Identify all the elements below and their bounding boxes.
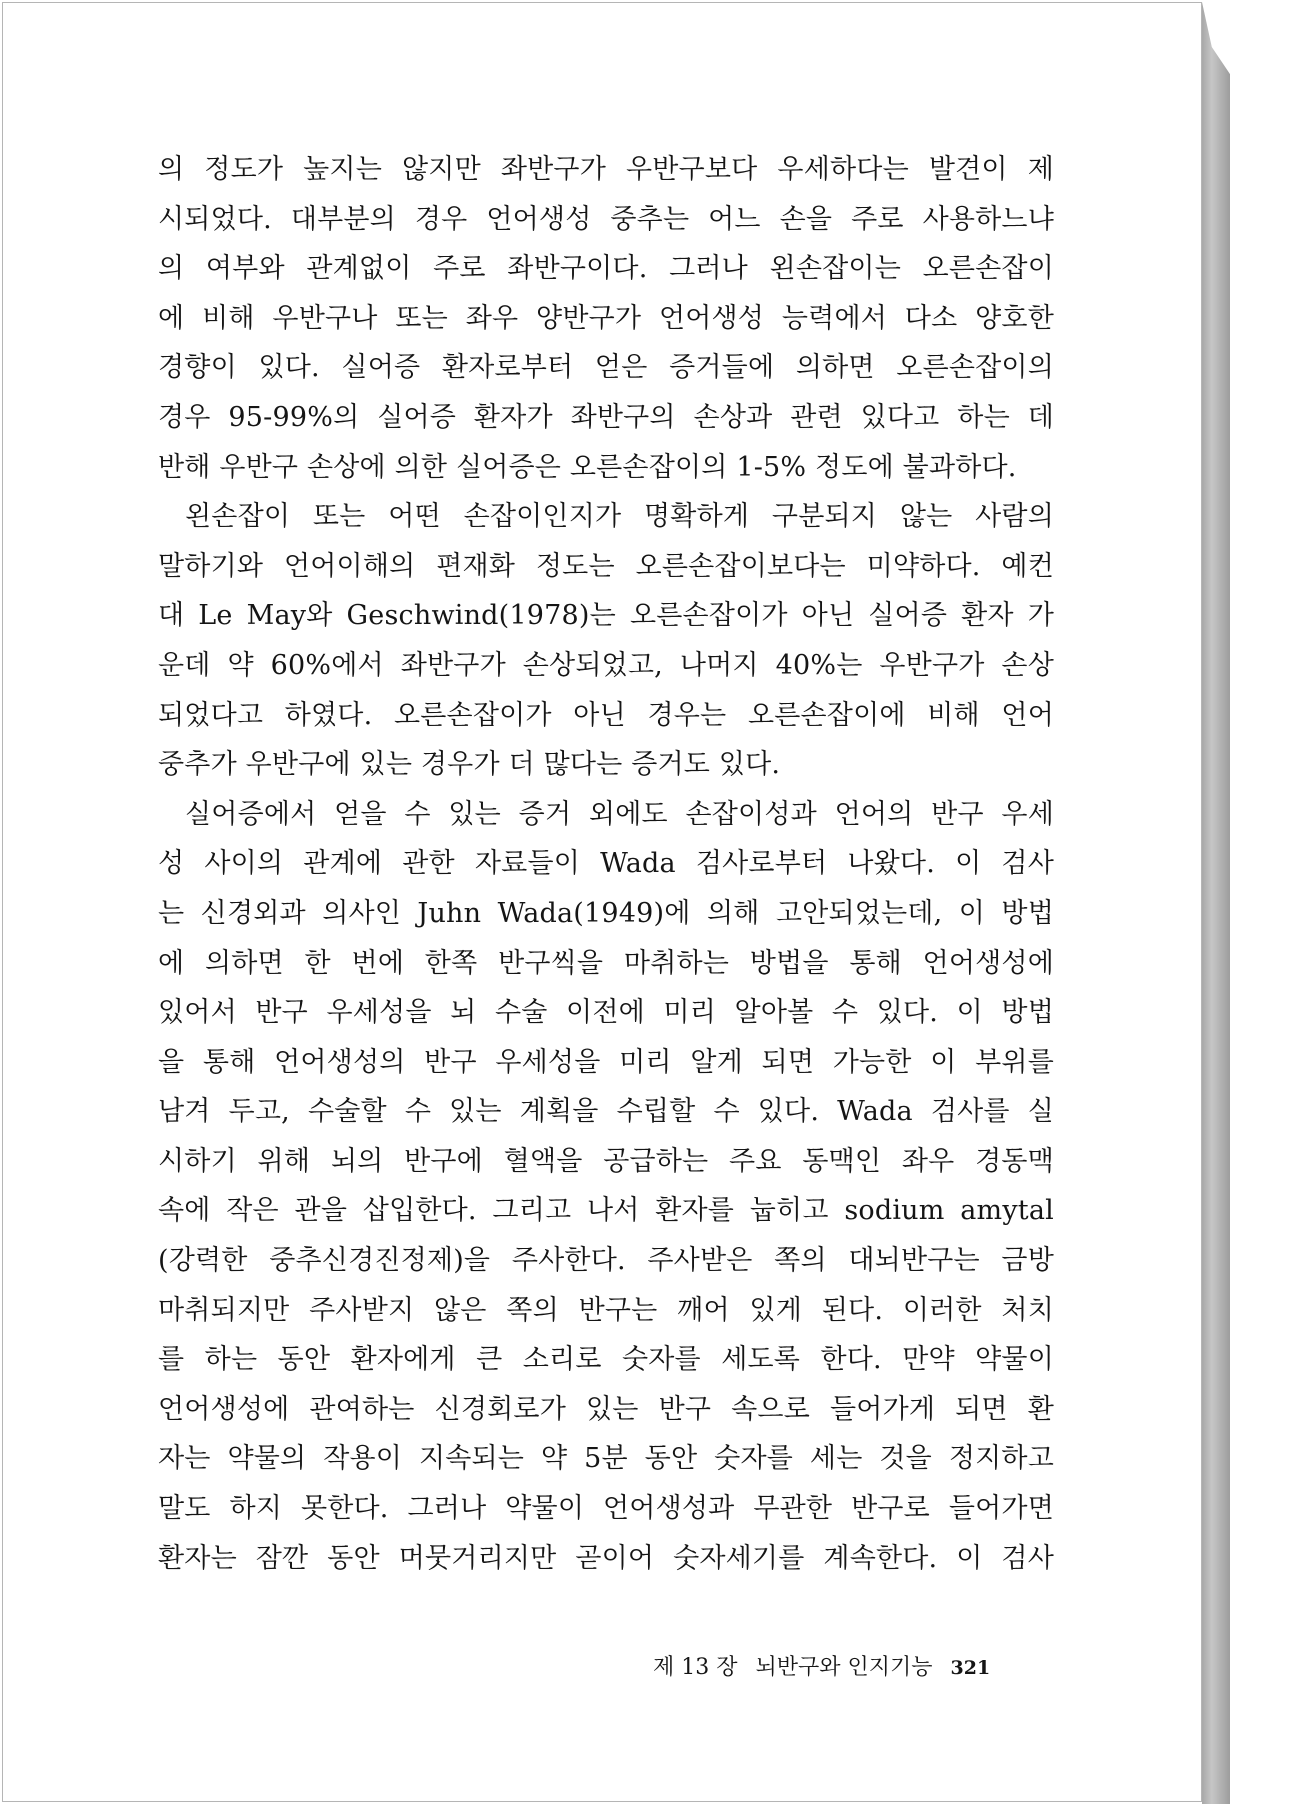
text-line: 시되었다. 대부분의 경우 언어생성 중추는 어느 손을 주로 사용하느냐 [158, 203, 1054, 235]
text-line: 운데 약 60%에서 좌반구가 손상되었고, 나머지 40%는 우반구가 손상 [158, 649, 1054, 681]
text-line: 자는 약물의 작용이 지속되는 약 5분 동안 숫자를 세는 것을 정지하고 [158, 1443, 1054, 1475]
text-line: 남겨 두고, 수술할 수 있는 계획을 수립할 수 있다. Wada 검사를 실 [158, 1096, 1054, 1128]
page-footer [653, 1648, 1053, 1688]
text-line: 말도 하지 못한다. 그러나 약물이 언어생성과 무관한 반구로 들어가면 [158, 1493, 1054, 1525]
text-line: 말하기와 언어이해의 편재화 정도는 오른손잡이보다는 미약하다. 예컨 [158, 550, 1054, 582]
text-line: 왼손잡이 또는 어떤 손잡이인지가 명확하게 구분되지 않는 사람의 [185, 501, 1054, 533]
text-line: 경우 95-99%의 실어증 환자가 좌반구의 손상과 관련 있다고 하는 데 [158, 401, 1054, 433]
text-line: 실어증에서 얻을 수 있는 증거 외에도 손잡이성과 언어의 반구 우세 [185, 798, 1054, 830]
text-line: 대 Le May와 Geschwind(1978)는 오른손잡이가 아닌 실어증 환자 가 [158, 600, 1054, 632]
book-page [2, 2, 1202, 1802]
text-line: 에 비해 우반구나 또는 좌우 양반구가 언어생성 능력에서 다소 양호한 [158, 302, 1054, 334]
text-line: 경향이 있다. 실어증 환자로부터 얻은 증거들에 의하면 오른손잡이의 [158, 352, 1054, 384]
text-line: 환자는 잠깐 동안 머뭇거리지만 곧이어 숫자세기를 계속한다. 이 검사 [158, 1542, 1054, 1574]
text-line: 을 통해 언어생성의 반구 우세성을 미리 알게 되면 가능한 이 부위를 [158, 1046, 1054, 1078]
text-line: 반해 우반구 손상에 의한 실어증은 오른손잡이의 1-5% 정도에 불과하다. [158, 451, 1017, 483]
text-line: 는 신경외과 의사인 Juhn Wada(1949)에 의해 고안되었는데, 이 방법 [158, 897, 1054, 929]
text-line: 마취되지만 주사받지 않은 쪽의 반구는 깨어 있게 된다. 이러한 처치 [158, 1294, 1054, 1326]
text-line: 속에 작은 관을 삽입한다. 그리고 나서 환자를 눕히고 sodium amytal [158, 1195, 1054, 1227]
chapter-title: 뇌반구와 인지기능 [755, 1655, 933, 1680]
chapter-label: 제 13 장 [653, 1655, 738, 1680]
text-line: 중추가 우반구에 있는 경우가 더 많다는 증거도 있다. [158, 749, 781, 781]
text-line: 있어서 반구 우세성을 뇌 수술 이전에 미리 알아볼 수 있다. 이 방법 [158, 997, 1054, 1029]
text-line: 를 하는 동안 환자에게 큰 소리로 숫자를 세도록 한다. 만약 약물이 [158, 1344, 1054, 1376]
text-line: 의 정도가 높지는 않지만 좌반구가 우반구보다 우세하다는 발견이 제 [158, 154, 1054, 185]
text-line: 언어생성에 관여하는 신경회로가 있는 반구 속으로 들어가게 되면 환 [158, 1393, 1054, 1425]
text-line: 되었다고 하였다. 오른손잡이가 아닌 경우는 오른손잡이에 비해 언어 [158, 699, 1054, 731]
text-line: 의 여부와 관계없이 주로 좌반구이다. 그러나 왼손잡이는 오른손잡이 [158, 253, 1054, 285]
text-line: 성 사이의 관계에 관한 자료들이 Wada 검사로부터 나왔다. 이 검사 [158, 848, 1054, 880]
text-line: (강력한 중추신경진정제)을 주사한다. 주사받은 쪽의 대뇌반구는 금방 [158, 1245, 1054, 1277]
page-stack-edge [1202, 2, 1230, 1804]
text-line: 에 의하면 한 번에 한쪽 반구씩을 마취하는 방법을 통해 언어생성에 [158, 947, 1054, 979]
body-text [158, 145, 1054, 1583]
text-line: 시하기 위해 뇌의 반구에 혈액을 공급하는 주요 동맥인 좌우 경동맥 [158, 1145, 1054, 1177]
page-number: 321 [950, 1657, 991, 1679]
